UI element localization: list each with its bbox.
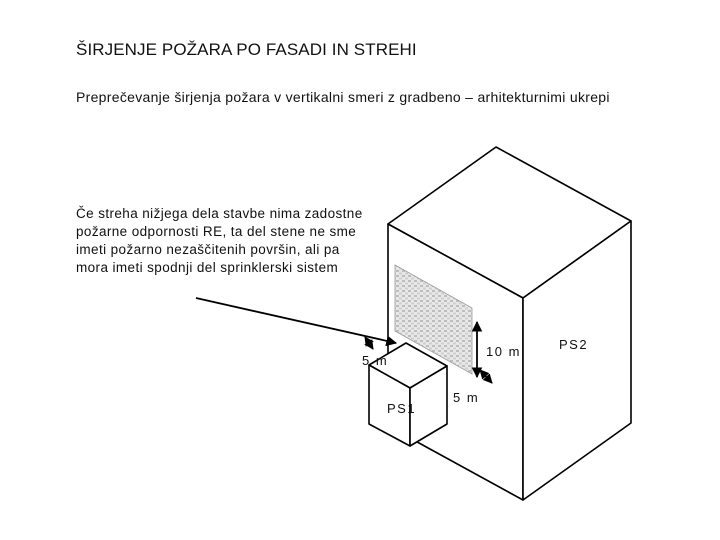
width-dimension-arrow-left <box>365 337 373 349</box>
note-line: požarne odpornosti RE, ta del stene ne sme <box>76 224 357 239</box>
note-line: imeti požarno nezaščitenih površin, ali pa <box>76 242 340 257</box>
label-ps1: PS1 <box>387 401 417 416</box>
label-height-10m: 10 m <box>486 344 521 359</box>
note-line: mora imeti spodnji del sprinklerski sistem <box>76 260 339 275</box>
explanatory-note <box>76 205 376 277</box>
note-line: Če streha nižjega dela stavbe nima zadostne <box>76 206 363 221</box>
slide-subtitle: Preprečevanje širjenja požara v vertikalni smeri z gradbeno – arhitekturnimi ukrepi <box>76 89 610 105</box>
label-width-left-5m: 5 m <box>362 353 389 368</box>
label-width-right-5m: 5 m <box>453 390 480 405</box>
slide-title: ŠIRJENJE POŽARA PO FASADI IN STREHI <box>76 40 417 59</box>
pointer-arrow <box>196 298 396 343</box>
label-ps2: PS2 <box>559 337 589 352</box>
